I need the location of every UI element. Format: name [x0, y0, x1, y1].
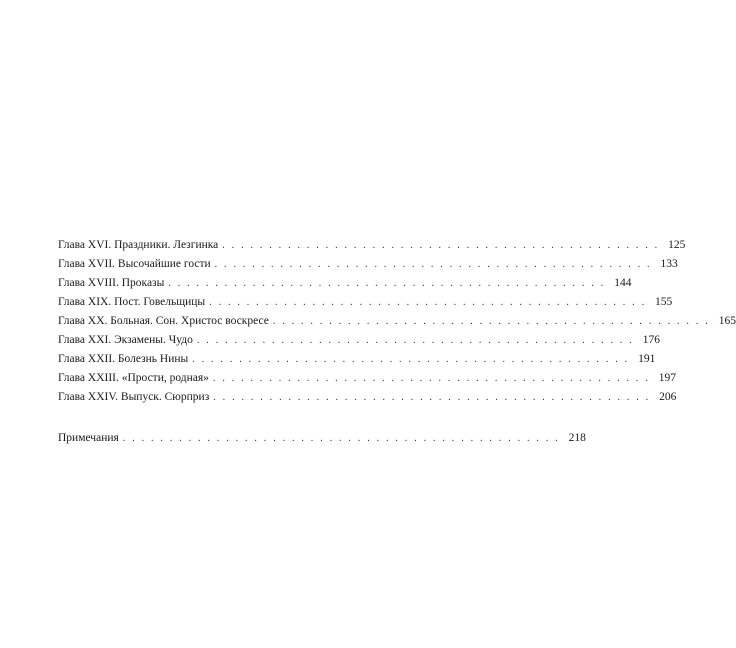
toc-entry-chapter-19[interactable] — [58, 293, 673, 312]
toc-entry-title: Глава XXI. Экзамены. Чудо — [58, 334, 193, 346]
toc-entry-title: Глава XXIV. Выпуск. Сюрприз — [58, 391, 210, 403]
dot-leader: . . . . . . . . . . . . . . . . . . . . . . . . . . . . . . . . . . . . . . . . . . . . . . . — [212, 373, 651, 384]
toc-entry-notes[interactable] — [58, 429, 586, 448]
dot-leader: . . . . . . . . . . . . . . . . . . . . . . . . . . . . . . . . . . . . . . . . . . . . . . . — [272, 316, 710, 327]
toc-entry-chapter-22[interactable] — [58, 350, 656, 369]
toc-entry-page-number: 125 — [668, 239, 686, 251]
dot-leader: . . . . . . . . . . . . . . . . . . . . . . . . . . . . . . . . . . . . . . . . . . . . . . . — [192, 354, 630, 365]
toc-spacer — [58, 407, 350, 429]
toc-entry-title: Глава XX. Больная. Сон. Христос воскресе — [58, 315, 269, 327]
toc-entry-page-number: 218 — [568, 432, 586, 444]
dot-leader: . . . . . . . . . . . . . . . . . . . . . . . . . . . . . . . . . . . . . . . . . . . . . . . — [122, 433, 560, 444]
toc-entry-page-number: 155 — [655, 296, 673, 308]
toc-entry-chapter-17[interactable] — [58, 255, 678, 274]
dot-leader: . . . . . . . . . . . . . . . . . . . . . . . . . . . . . . . . . . . . . . . . . . . . . . . — [214, 259, 652, 270]
toc-entry-title: Глава XVIII. Проказы — [58, 277, 165, 289]
dot-leader: . . . . . . . . . . . . . . . . . . . . . . . . . . . . . . . . . . . . . . . . . . . . . . . — [196, 335, 634, 346]
toc-entry-page-number: 144 — [614, 277, 632, 289]
toc-entry-page-number: 197 — [658, 372, 677, 384]
toc-entry-chapter-18[interactable] — [58, 274, 632, 293]
dot-leader: . . . . . . . . . . . . . . . . . . . . . . . . . . . . . . . . . . . . . . . . . . . . . . . — [209, 297, 647, 308]
toc-entry-page-number: 165 — [718, 315, 736, 327]
toc-entry-title: Глава XIX. Пост. Говельщицы — [58, 296, 206, 308]
toc-entry-title: Глава XVI. Праздники. Лезгинка — [58, 239, 219, 251]
dot-leader: . . . . . . . . . . . . . . . . . . . . . . . . . . . . . . . . . . . . . . . . . . . . . . . — [222, 240, 660, 251]
toc-entry-title: Примечания — [58, 432, 119, 444]
toc-entry-chapter-23[interactable] — [58, 369, 677, 388]
toc-entry-page-number: 191 — [638, 353, 656, 365]
toc-entry-page-number: 176 — [642, 334, 660, 346]
toc-entry-page-number: 133 — [660, 258, 678, 270]
toc-entry-page-number: 206 — [659, 391, 677, 403]
toc-entry-title: Глава XXIII. «Прости, родная» — [58, 372, 209, 384]
toc-entry-title: Глава XVII. Высочайшие гости — [58, 258, 211, 270]
toc-entry-chapter-20[interactable] — [58, 312, 736, 331]
toc-entry-chapter-16[interactable] — [58, 236, 686, 255]
dot-leader: . . . . . . . . . . . . . . . . . . . . . . . . . . . . . . . . . . . . . . . . . . . . . . . — [213, 392, 651, 403]
toc-entry-chapter-21[interactable] — [58, 331, 660, 350]
dot-leader: . . . . . . . . . . . . . . . . . . . . . . . . . . . . . . . . . . . . . . . . . . . . . . . — [168, 278, 606, 289]
toc-entry-chapter-24[interactable] — [58, 388, 677, 407]
table-of-contents — [58, 236, 736, 448]
toc-entry-title: Глава XXII. Болезнь Нины — [58, 353, 189, 365]
